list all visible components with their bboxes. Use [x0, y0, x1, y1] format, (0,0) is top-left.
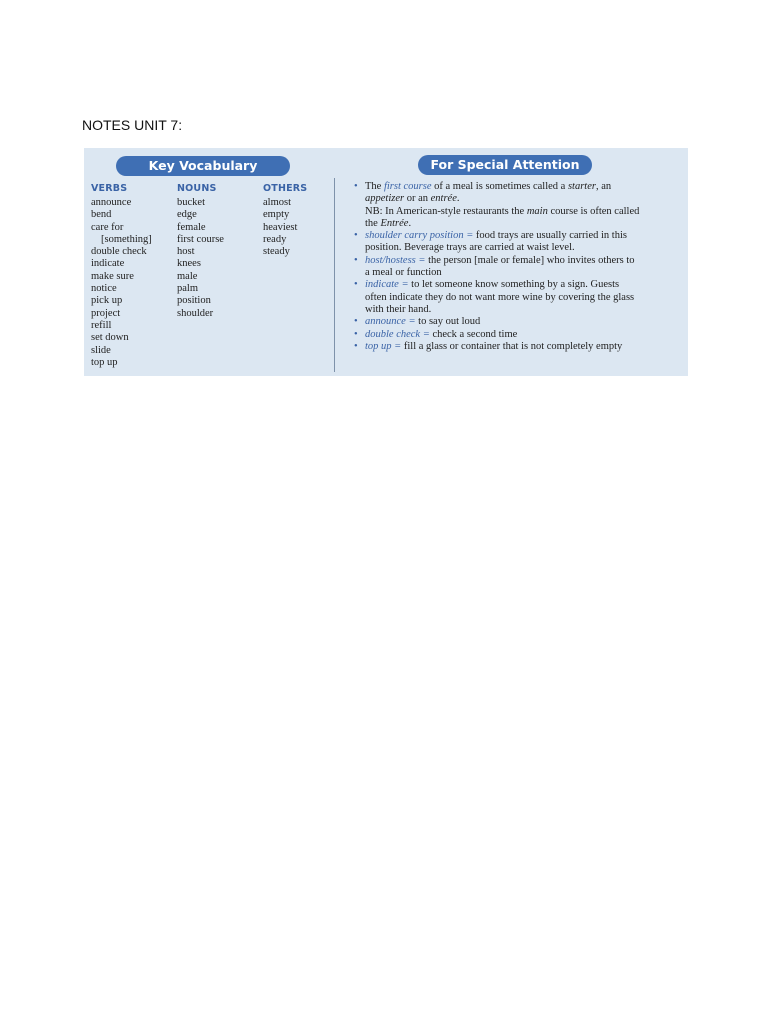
list-item: set down	[91, 332, 129, 344]
nouns-header: NOUNS	[177, 183, 217, 194]
list-item: bucket	[177, 197, 205, 208]
list-item: indicate	[91, 258, 125, 270]
bullet-icon: •	[354, 254, 358, 266]
note-item: • top up = fill a glass or container that is not completely empty	[354, 340, 623, 352]
others-column	[263, 183, 307, 258]
note-item: • The first course of a meal is sometimes called a starter, an	[354, 181, 612, 192]
note-item: • double check = check a second time	[354, 328, 518, 340]
list-item: project	[91, 307, 121, 319]
list-item: steady	[263, 246, 290, 258]
list-item: position	[177, 295, 211, 307]
list-item: host	[177, 246, 195, 258]
verbs-column	[91, 183, 152, 369]
list-item: palm	[177, 283, 198, 295]
verbs-header: VERBS	[91, 183, 128, 194]
list-item: edge	[177, 209, 197, 221]
note-continuation: with their hand.	[365, 303, 432, 315]
note-item: • host/hostess = the person [male or female] who invites others to	[354, 254, 635, 266]
key-vocabulary-title: Key Vocabulary	[116, 156, 290, 176]
verbs-list	[91, 197, 152, 369]
list-item: male	[177, 270, 198, 282]
note-continuation: the Entrée.	[365, 217, 412, 229]
note-item: • shoulder carry position = food trays are usually carried in this	[354, 230, 627, 242]
note-nb: NB: In American-style restaurants the main course is often called	[365, 205, 640, 217]
list-item: heaviest	[263, 221, 298, 233]
list-item: [something]	[101, 233, 152, 245]
list-item: refill	[91, 319, 112, 331]
list-item: top up	[91, 356, 118, 368]
others-list	[263, 197, 307, 258]
special-attention-title: For Special Attention	[418, 155, 592, 175]
list-item: almost	[263, 197, 291, 208]
list-item: first course	[177, 233, 224, 245]
list-item: announce	[91, 197, 132, 208]
list-item: make sure	[91, 270, 134, 282]
list-item: female	[177, 221, 206, 233]
note-item: • announce = to say out loud	[354, 316, 481, 328]
vocabulary-panel	[84, 148, 688, 376]
list-item: care for	[91, 221, 124, 233]
list-item: slide	[91, 344, 111, 356]
bullet-icon: •	[354, 340, 358, 352]
note-continuation: a meal or function	[365, 267, 442, 279]
bullet-icon: •	[354, 181, 358, 192]
note-continuation: often indicate they do not want more wine by covering the glass	[365, 291, 635, 303]
list-item: double check	[91, 246, 147, 258]
list-item: knees	[177, 258, 201, 270]
page-heading: NOTES UNIT 7:	[82, 117, 183, 133]
list-item: pick up	[91, 295, 123, 307]
list-item: ready	[263, 233, 287, 245]
special-attention-notes	[350, 181, 684, 353]
others-header: OTHERS	[263, 183, 308, 194]
column-divider	[334, 178, 335, 372]
list-item: empty	[263, 209, 290, 221]
note-continuation: appetizer or an entrée.	[365, 193, 460, 205]
list-item: notice	[91, 283, 117, 295]
nouns-list	[177, 197, 224, 320]
bullet-icon: •	[354, 279, 358, 291]
note-item: • indicate = to let someone know something by a sign. Guests	[354, 279, 620, 291]
bullet-icon: •	[354, 328, 358, 340]
list-item: bend	[91, 209, 112, 221]
nouns-column	[177, 183, 224, 320]
note-continuation: position. Beverage trays are carried at waist level.	[365, 242, 575, 254]
bullet-icon: •	[354, 230, 358, 242]
list-item: shoulder	[177, 307, 214, 319]
bullet-icon: •	[354, 316, 358, 328]
